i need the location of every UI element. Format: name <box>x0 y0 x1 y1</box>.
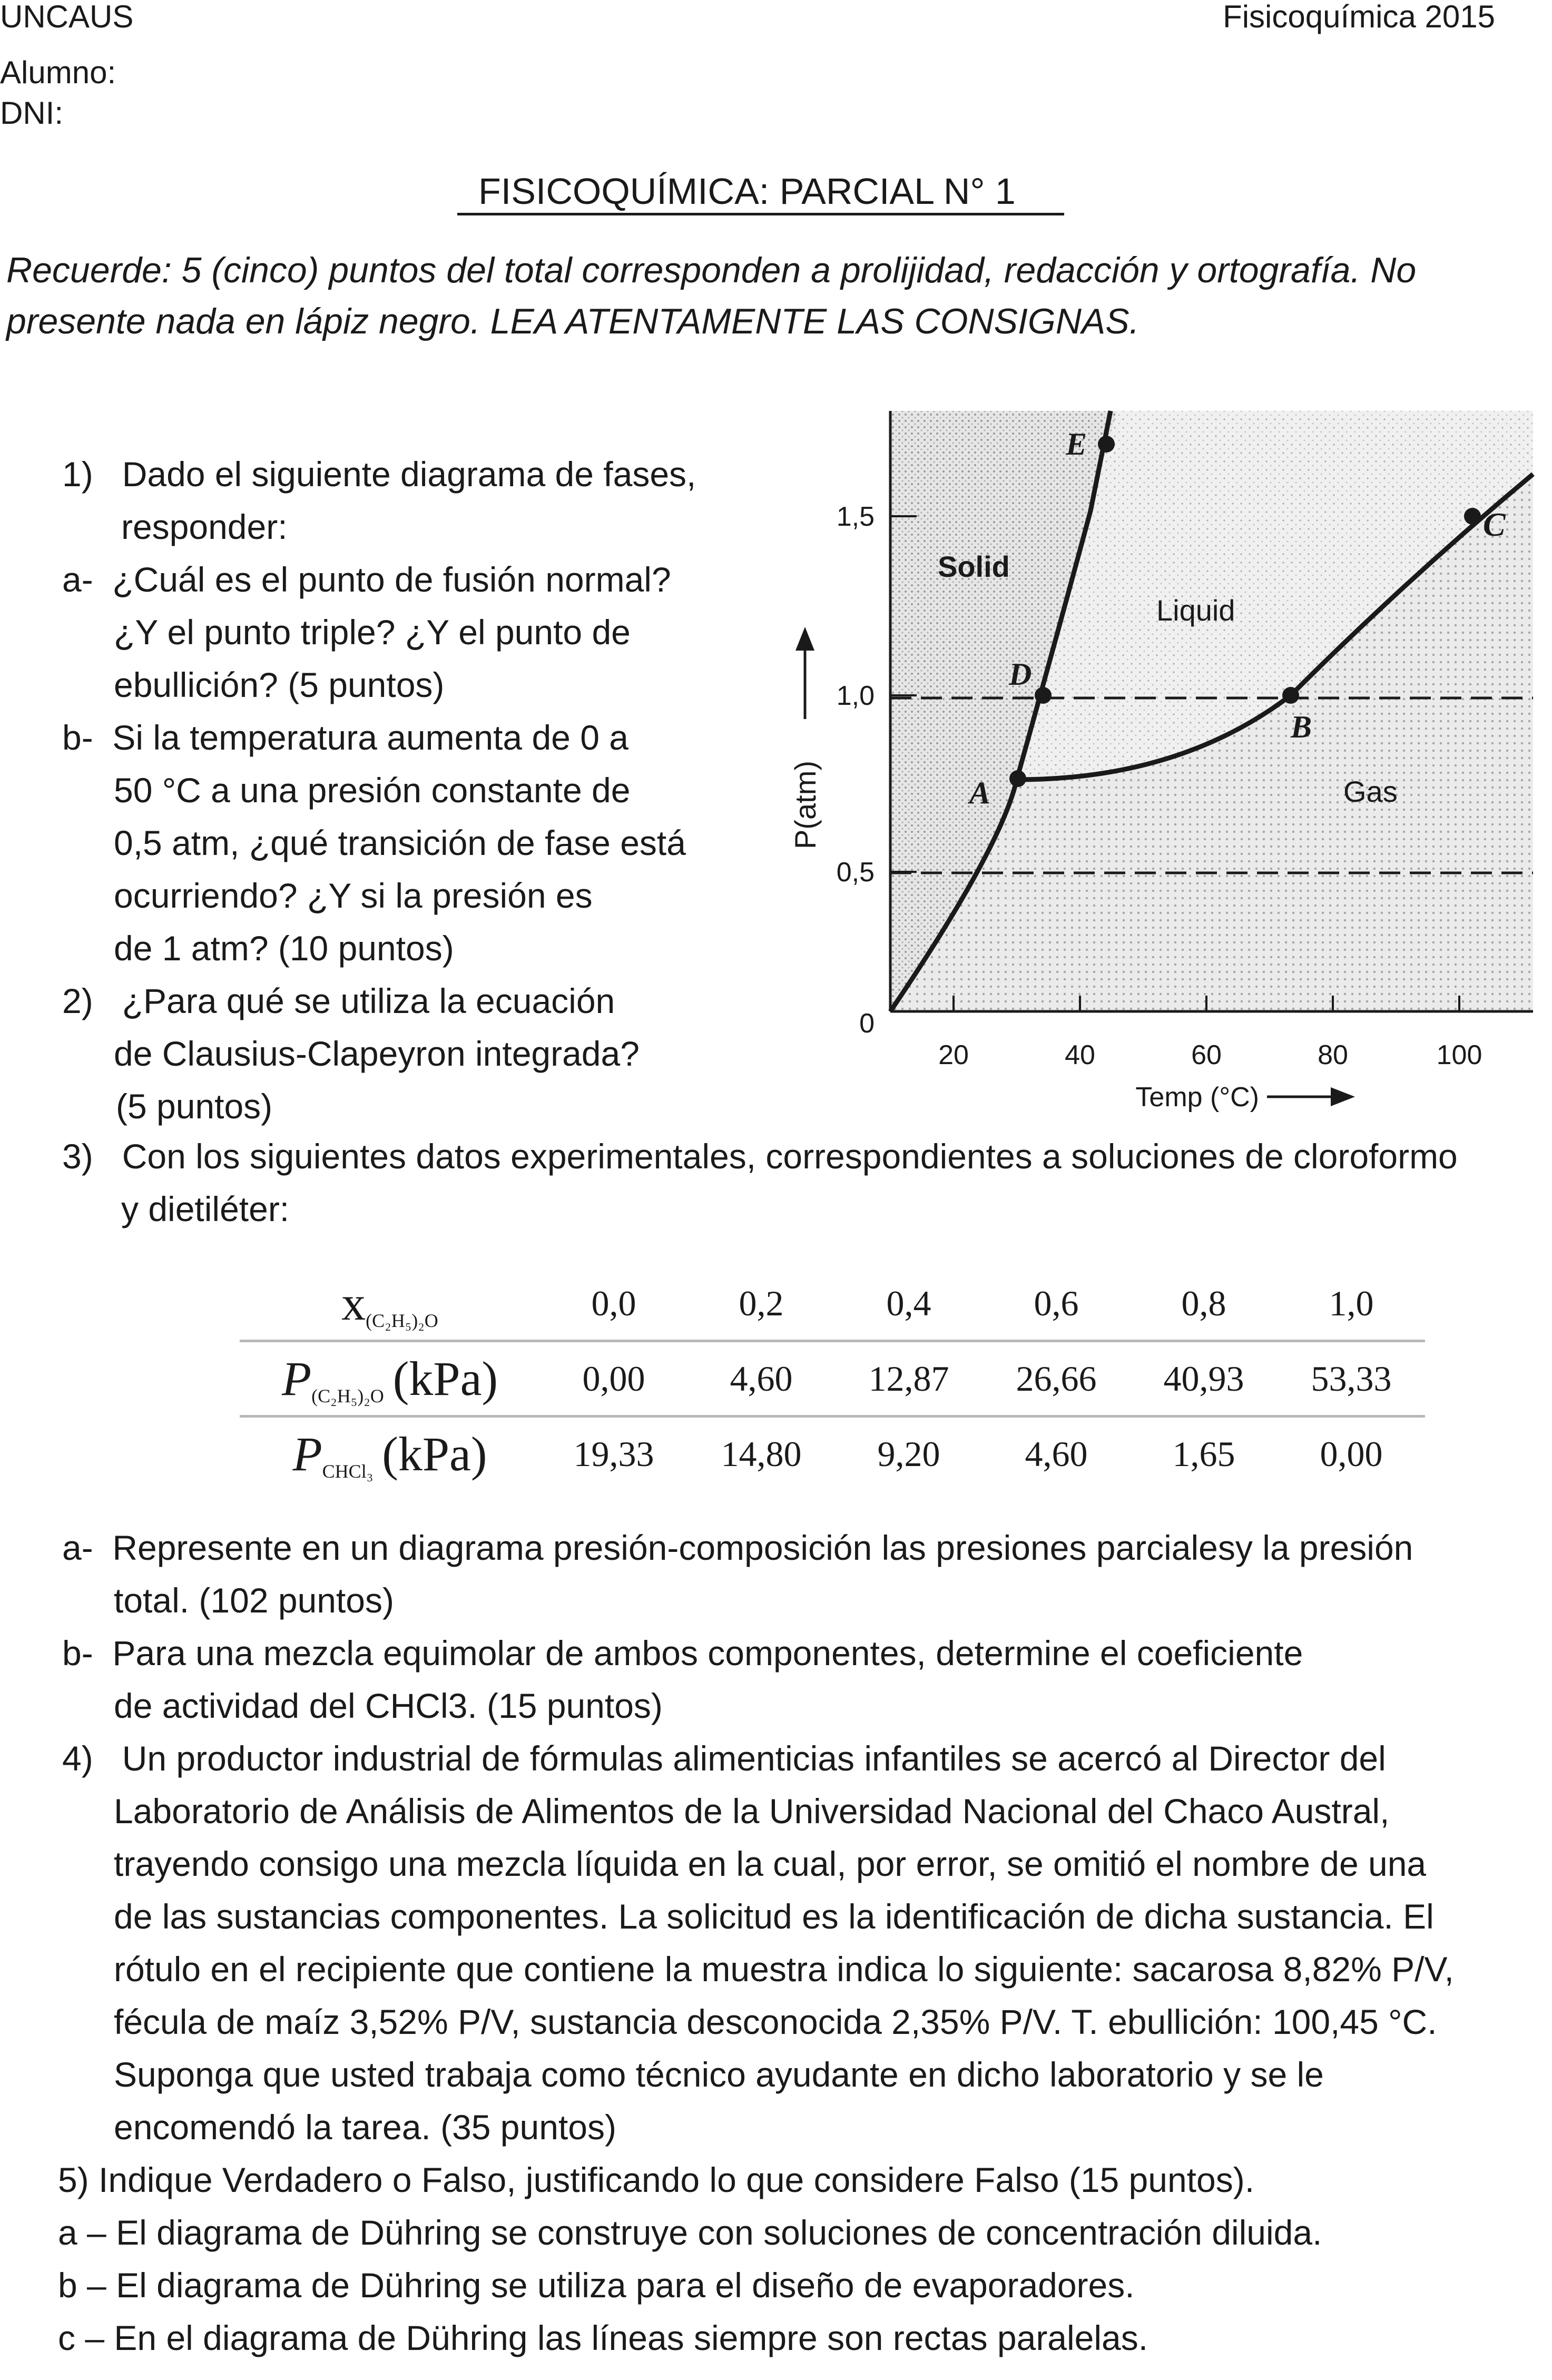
title-underline <box>457 213 1064 215</box>
exam-title: FISICOQUÍMICA: PARCIAL N° 1 <box>478 171 1016 212</box>
table-cell: 14,80 <box>687 1417 835 1491</box>
table-cell: 9,20 <box>835 1417 983 1491</box>
header-course: Fisicoquímica 2015 <box>1223 0 1495 34</box>
q3b-line-2: de actividad del CHCl3. (15 puntos) <box>114 1686 663 1725</box>
q5-line-1: 5) Indique Verdadero o Falso, justificando lo que considere Falso (15 puntos). <box>58 2160 1255 2199</box>
point-a-label: A <box>969 775 991 810</box>
row-label-sub: CHCl₃ <box>322 1460 374 1482</box>
y-tick-label-0: 0 <box>859 1008 875 1039</box>
table-cell: 4,60 <box>687 1341 835 1417</box>
solid-label: Solid <box>938 550 1010 583</box>
liquid-label: Liquid <box>1156 594 1235 627</box>
point-a-marker <box>1009 770 1026 787</box>
point-b-marker <box>1282 687 1299 704</box>
gas-label: Gas <box>1343 775 1398 808</box>
q1a-line-2: ¿Y el punto triple? ¿Y el punto de <box>114 613 631 652</box>
x-axis-arrow-head <box>1331 1087 1355 1106</box>
q1b-line-2: 50 °C a una presión constante de <box>114 771 631 810</box>
y-tick-label-1-0: 1,0 <box>836 681 875 711</box>
row-label-unit: (kPa) <box>382 1427 487 1481</box>
q1a-line-1: a- ¿Cuál es el punto de fusión normal? <box>62 560 671 599</box>
row-label-main: P <box>281 1351 312 1405</box>
data-table <box>240 1267 1425 1490</box>
point-e-label: E <box>1066 427 1087 461</box>
row-label-main: x <box>341 1276 366 1330</box>
table-cell: 0,4 <box>886 1283 931 1323</box>
phase-diagram <box>759 400 1549 1133</box>
point-d-marker <box>1035 687 1052 704</box>
x-tick-label-20: 20 <box>938 1040 969 1070</box>
q5-item-a: a – El diagrama de Dühring se construye con soluciones de concentración diluida. <box>58 2213 1322 2252</box>
q4-line-2: Laboratorio de Análisis de Alimentos de la Universidad Nacional del Chaco Austral, <box>114 1792 1390 1831</box>
q4-line-3: trayendo consigo una mezcla líquida en la cual, por error, se omitió el nombre de una <box>114 1844 1427 1883</box>
table-cell: 19,33 <box>540 1417 687 1491</box>
q2-line-1: 2) ¿Para qué se utiliza la ecuación <box>62 981 615 1020</box>
x-tick-label-60: 60 <box>1191 1040 1222 1070</box>
q4-line-8: encomendó la tarea. (35 puntos) <box>114 2108 616 2147</box>
q1b-line-1: b- Si la temperatura aumenta de 0 a <box>62 718 628 757</box>
q1-line-2: responder: <box>121 507 288 546</box>
row-label-sub: (C₂H₅)₂O <box>311 1385 384 1407</box>
q3a-line-1: a- Represente en un diagrama presión-composición las presiones parcialesy la presión <box>62 1528 1413 1567</box>
q5-item-c: c – En el diagrama de Dühring las líneas siempre son rectas paralelas. <box>58 2318 1148 2357</box>
table-cell: 0,00 <box>540 1341 687 1417</box>
header-institution: UNCAUS <box>0 0 134 34</box>
y-tick-label-0-5: 0,5 <box>836 857 875 888</box>
student-name-label: Alumno: <box>0 55 116 90</box>
table-cell: 12,87 <box>835 1341 983 1417</box>
point-d-label: D <box>1009 657 1032 692</box>
row-label-main: P <box>292 1427 322 1481</box>
q5-item-b: b – El diagrama de Dühring se utiliza para el diseño de evaporadores. <box>58 2266 1135 2305</box>
q4-line-6: fécula de maíz 3,52% P/V, sustancia desconocida 2,35% P/V. T. ebullición: 100,45 °C. <box>114 2002 1437 2041</box>
q4-line-5: rótulo en el recipiente que contiene la muestra indica lo siguiente: sacarosa 8,82% P/V, <box>114 1950 1454 1989</box>
table-cell: 0,00 <box>1278 1417 1425 1491</box>
point-e-marker <box>1098 436 1115 453</box>
row-label-sub: (C₂H₅)₂O <box>366 1310 438 1331</box>
table-cell: 0,6 <box>1034 1283 1079 1323</box>
table-cell: 0,2 <box>739 1283 784 1323</box>
q3b-line-1: b- Para una mezcla equimolar de ambos componentes, determine el coeficiente <box>62 1634 1303 1673</box>
table-cell: 53,33 <box>1278 1341 1425 1417</box>
table-cell: 40,93 <box>1130 1341 1278 1417</box>
x-tick-label-80: 80 <box>1318 1040 1348 1070</box>
point-b-label: B <box>1291 710 1312 744</box>
row-label-unit: (kPa) <box>392 1351 498 1405</box>
table-cell: 4,60 <box>983 1417 1130 1491</box>
q3-line-2: y dietiléter: <box>121 1189 290 1228</box>
reminder-line-2: presente nada en lápiz negro. LEA ATENTAMENTE LAS CONSIGNAS. <box>6 301 1140 341</box>
table-row <box>240 1341 1425 1417</box>
q2-line-3: (5 puntos) <box>116 1087 273 1126</box>
point-c-label: C <box>1483 506 1506 543</box>
student-dni-label: DNI: <box>0 95 63 131</box>
reminder-line-1: Recuerde: 5 (cinco) puntos del total corresponden a prolijidad, redacción y ortografía. No <box>6 250 1417 290</box>
y-tick-label-1-5: 1,5 <box>836 501 875 532</box>
q3-line-1: 3) Con los siguientes datos experimentales, correspondientes a soluciones de cloroformo <box>62 1137 1458 1176</box>
point-c-marker <box>1464 508 1481 525</box>
row-label-ether-pressure <box>240 1341 540 1417</box>
q2-line-2: de Clausius-Clapeyron integrada? <box>114 1034 640 1073</box>
row-label-chloroform-pressure <box>240 1417 540 1491</box>
table-cell: 26,66 <box>983 1341 1130 1417</box>
y-axis-title: P(atm) <box>789 761 822 849</box>
q1b-line-3: 0,5 atm, ¿qué transición de fase está <box>114 823 686 862</box>
table-cell: 1,0 <box>1329 1283 1374 1323</box>
row-label-mole-fraction <box>240 1267 540 1341</box>
q1a-line-3: ebullición? (5 puntos) <box>114 665 445 704</box>
q3a-line-2: total. (102 puntos) <box>114 1581 394 1620</box>
q1b-line-5: de 1 atm? (10 puntos) <box>114 929 454 968</box>
table-cell: 0,8 <box>1181 1283 1226 1323</box>
x-tick-label-100: 100 <box>1436 1040 1482 1070</box>
x-tick-label-40: 40 <box>1065 1040 1095 1070</box>
q4-line-7: Suponga que usted trabaja como técnico ayudante en dicho laboratorio y se le <box>114 2055 1324 2094</box>
table-cell: 1,65 <box>1130 1417 1278 1491</box>
y-axis-arrow-head <box>795 627 814 651</box>
q1-line-1: 1) Dado el siguiente diagrama de fases, <box>62 455 696 494</box>
table-cell: 0,0 <box>591 1283 636 1323</box>
table-row <box>240 1417 1425 1491</box>
q1b-line-4: ocurriendo? ¿Y si la presión es <box>114 876 593 915</box>
q4-line-1: 4) Un productor industrial de fórmulas alimenticias infantiles se acercó al Director del <box>62 1739 1386 1778</box>
q4-line-4: de las sustancias componentes. La solicitud es la identificación de dicha sustancia. El <box>114 1897 1434 1936</box>
table-row <box>240 1267 1425 1341</box>
x-axis-title: Temp (°C) <box>1135 1082 1259 1113</box>
